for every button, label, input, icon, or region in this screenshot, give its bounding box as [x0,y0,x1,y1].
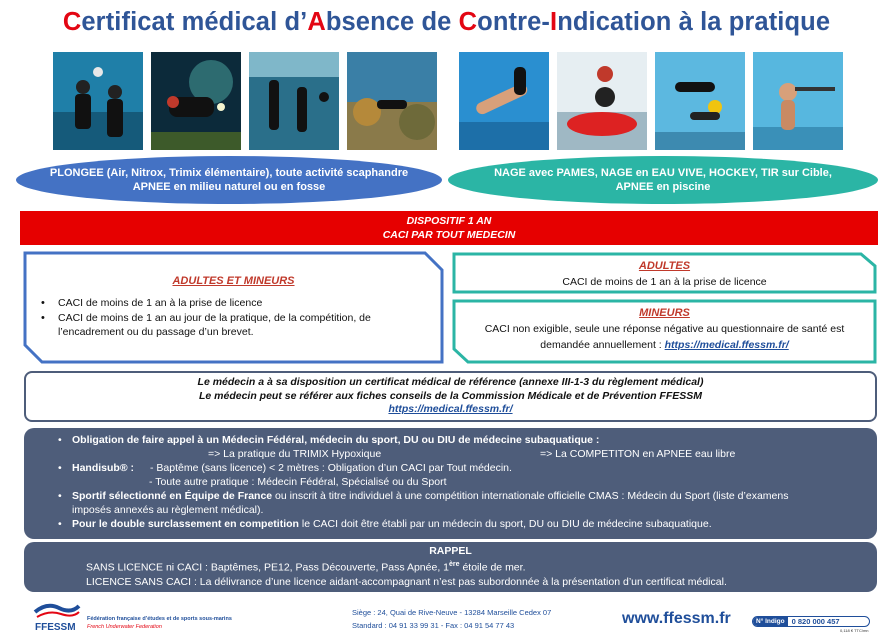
sportif-rest: ou inscrit à titre individuel à une compétition internationale officielle CMAS : Médecin du Sport (liste d’examens [272,490,789,502]
underwater-hockey-photo [655,52,745,150]
swimmer-with-fins-photo [459,52,549,150]
adultes-text: CACI de moins de 1 an à la prise de licence [562,276,767,288]
title-part: ontre- [477,8,550,36]
trimix-line [72,447,877,461]
reef-diver-photo [347,52,437,150]
surclassement-rest: le CACI doit être établi par un médecin du sport, DU ou DIU de médecine subaquatique. [298,518,712,530]
obligation-rest: médecin du sport, DU ou DIU de médecine subaquatique : [307,434,600,446]
divers-group-photo [53,52,143,150]
rappel-line1-sup: ère [449,561,460,568]
ffessm-logo-text: FFESSM [35,622,76,633]
surclassement-bold: Pour le double surclassement en competition [72,518,299,530]
indigo-number-badge [752,616,870,627]
rappel-title: RAPPEL [429,545,472,557]
page-title [0,8,893,37]
white-water-swimmer-photo [557,52,647,150]
trimix-text: => La pratique du TRIMIX Hypoxique [208,448,382,460]
divers-ascending-photo [249,52,339,150]
federation-name-fr: Fédération française d’études et de sports sous-marins [87,616,232,622]
indigo-label: N° Indigo [753,617,788,626]
title-part: bsence de [325,8,459,36]
medical-link[interactable]: https://medical.ffessm.fr/ [388,403,513,415]
handisub-other-line [72,475,877,489]
dispositif-line1: DISPOSITIF 1 AN [406,215,492,227]
plongee-line2: APNEE en milieu naturel ou en fosse [132,181,326,193]
diver-with-light-photo [151,52,241,150]
list-item: • CACI de moins de 1 an au jour de la pratique, de la compétition, de l’encadrement ou du passage d’un brevet. [41,311,421,340]
federation-name-en: French Underwater Federation [87,624,162,630]
nage-line1: NAGE avec PAMES, NAGE en EAU VIVE, HOCKEY, TIR sur Cible, [494,167,832,179]
website-link[interactable]: www.ffessm.fr [622,610,731,627]
address: Siège : 24, Quai de Rive-Neuve - 13284 Marseille Cedex 07 [352,608,552,617]
ffessm-wave-logo [33,600,81,620]
reference-line1: Le médecin a à sa disposition un certificat médical de référence (annexe III-1-3 du règlement médical) [197,376,704,388]
rappel-line1-text: SANS LICENCE ni CACI : Baptêmes, PE12, Pass Découverte, Pass Apnée, 1 [86,561,450,574]
dispositif-line2: CACI PAR TOUT MEDECIN [382,229,516,241]
handisub-label: Handisub® : [72,462,134,474]
competition-apnee-text: => La COMPETITON en APNEE eau libre [540,448,736,460]
handisub-line2: - Toute autre pratique : Médecin Fédéral, Spécialisé ou du Sport [149,476,447,488]
plongee-activities-oval [16,156,442,204]
list-item [72,433,877,447]
title-part: I [550,8,558,36]
rappel-line1-end: étoile de mer. [459,561,526,574]
adultes-box [452,252,877,294]
mineurs-line1: CACI non exigible, seule une réponse négative au questionnaire de santé est [484,323,845,335]
title-part: A [307,8,326,36]
title-part: ertificat médical d’ [81,8,308,36]
rappel-line1 [24,558,877,575]
title-part: ndication à la pratique [557,8,831,36]
footer [0,596,893,640]
medical-link[interactable]: https://medical.ffessm.fr/ [664,339,789,351]
underwater-target-shooter-photo [753,52,843,150]
rappel-line2: LICENCE SANS CACI : La délivrance d’une licence aidant-accompagnant n’est pas subordonnée à la présentation d’un certificat médical. [86,575,727,588]
obligation-bold: Obligation de faire appel à un Médecin Fédéral, [72,434,308,446]
rappel-box [24,542,877,592]
dispositif-banner [20,211,878,245]
list-item [72,517,877,531]
title-part: C [62,8,82,36]
title-part: C [458,8,478,36]
mineurs-box [452,299,877,364]
reference-line2: Le médecin peut se référer aux fiches conseils de la Commission Médicale et de Prévention FFESSM [198,389,702,402]
plongee-line1: PLONGEE (Air, Nitrox, Trimix élémentaire), toute activité scaphandre [49,167,409,179]
adultes-mineurs-heading: ADULTES ET MINEURS [172,275,295,287]
adultes-heading: ADULTES [638,260,691,272]
reference-box [24,371,877,422]
list-item: • CACI de moins de 1 an à la prise de licence [41,296,421,311]
nage-line2: APNEE en piscine [615,181,711,193]
call-price: 0,118 € TTC/mn [840,628,869,633]
list-item [72,489,877,503]
list-item [72,461,877,475]
mineurs-line2: demandée annuellement : [540,339,665,351]
adultes-mineurs-list [41,296,421,340]
mineurs-heading: MINEURS [639,307,690,319]
indigo-number: 0 820 000 457 [791,617,840,626]
phone-numbers: Standard : 04 91 33 99 31 - Fax : 04 91 54 77 43 [352,621,515,630]
nage-activities-oval [448,156,878,204]
sportif-bold: Sportif sélectionné en Équipe de France [72,490,273,502]
obligations-box [24,428,877,539]
handisub-line1: - Baptême (sans licence) < 2 mètres : Obligation d’un CACI par Tout médecin. [150,462,512,474]
adultes-mineurs-box [23,251,444,364]
sportif-line2: imposés annexés au règlement médical). [72,504,264,516]
